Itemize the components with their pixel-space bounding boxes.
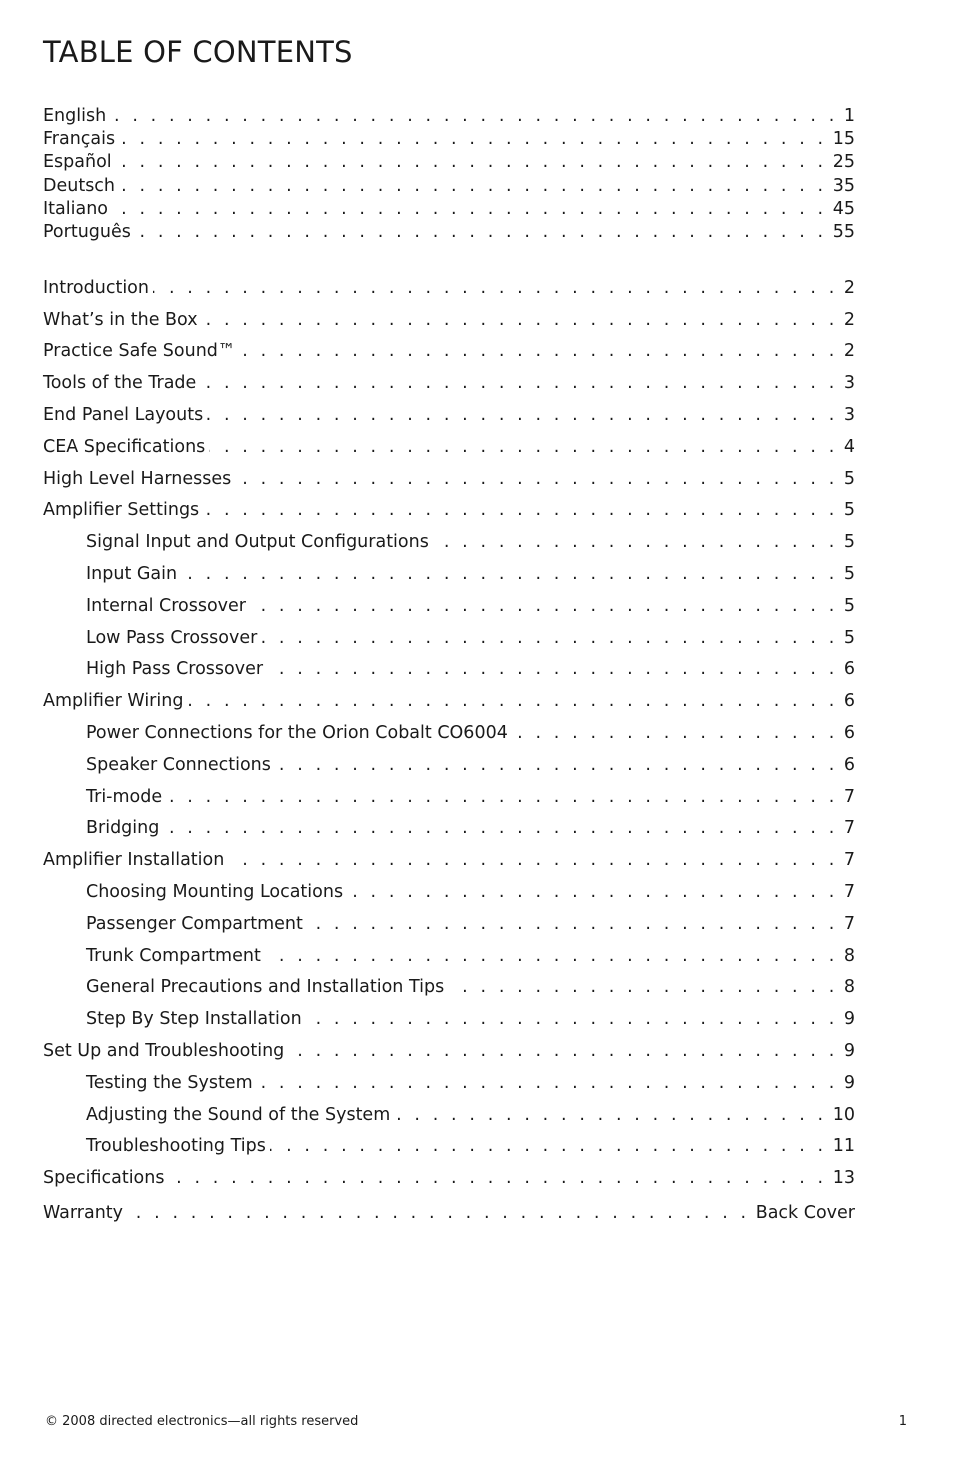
toc-entry-label: Internal Crossover <box>86 596 247 616</box>
toc-entry-label: Adjusting the Sound of the System <box>86 1105 391 1125</box>
toc-subentry[interactable] <box>43 754 855 776</box>
toc-entry-label: Speaker Connections <box>86 755 271 775</box>
toc-entry-label: Testing the System <box>86 1073 253 1093</box>
toc-entry-label: CEA Specifications <box>43 437 206 457</box>
dot-leader <box>127 1202 750 1224</box>
toc-entry[interactable] <box>43 309 855 331</box>
dot-leader <box>163 817 838 839</box>
toc-entry-label: Power Connections for the Orion Cobalt CO6004 <box>86 723 508 743</box>
toc-subentry[interactable] <box>43 817 855 839</box>
dot-leader <box>448 976 838 998</box>
language-index <box>43 105 855 247</box>
dot-leader <box>112 198 827 220</box>
toc-entry-label: Introduction <box>43 278 149 298</box>
toc-subentry[interactable] <box>43 881 855 903</box>
toc-entry-label: Amplifier Installation <box>43 850 225 870</box>
toc-subentry[interactable] <box>43 1008 855 1030</box>
toc-entry-label: Tri-mode <box>86 787 163 807</box>
dot-leader <box>119 175 827 197</box>
toc-entry[interactable] <box>43 499 855 521</box>
toc-entry-page: 3 <box>843 405 855 425</box>
toc-subentry[interactable] <box>43 1104 855 1126</box>
toc-entry-label: Step By Step Installation <box>86 1009 302 1029</box>
dot-leader <box>168 1167 826 1189</box>
toc-entry-espanol[interactable] <box>43 151 855 173</box>
toc-entry-page: 7 <box>843 850 855 870</box>
toc-entry-page: 25 <box>832 152 855 172</box>
toc-entry-page: 2 <box>843 310 855 330</box>
dot-leader <box>116 151 827 173</box>
dot-leader <box>166 786 838 808</box>
toc-entry-page: 45 <box>832 199 855 219</box>
toc-entry-label: Input Gain <box>86 564 178 584</box>
dot-leader <box>394 1104 826 1126</box>
dot-leader <box>270 1135 827 1157</box>
toc-entry[interactable] <box>43 690 855 712</box>
footer-copyright: © 2008 directed electronics—all rights reserved <box>45 1414 359 1429</box>
toc-entry-label: Amplifier Settings <box>43 500 200 520</box>
toc-entry-page: 6 <box>843 723 855 743</box>
toc-entry-page: 4 <box>843 437 855 457</box>
toc-entry[interactable] <box>43 1167 855 1189</box>
dot-leader <box>209 436 838 458</box>
dot-leader <box>200 372 838 394</box>
toc-entry-label: Troubleshooting Tips <box>86 1136 266 1156</box>
toc-entry-label: Español <box>43 152 112 172</box>
toc-entry-label: Deutsch <box>43 176 116 196</box>
toc-entry-page: Back Cover <box>755 1203 855 1223</box>
toc-entry-italiano[interactable] <box>43 198 855 220</box>
toc-entry-label: Trunk Compartment <box>86 946 261 966</box>
dot-leader <box>265 945 838 967</box>
toc-entry-page: 5 <box>843 532 855 552</box>
toc-entry[interactable] <box>43 340 855 362</box>
toc-entry-label: Signal Input and Output Configurations <box>86 532 429 552</box>
dot-leader <box>203 499 838 521</box>
dot-leader <box>119 128 827 150</box>
toc-entry-page: 6 <box>843 659 855 679</box>
toc-entry-page: 9 <box>843 1041 855 1061</box>
dot-leader <box>307 913 838 935</box>
toc-subentry[interactable] <box>43 658 855 680</box>
toc-entry-page: 9 <box>843 1073 855 1093</box>
footer-page-number: 1 <box>898 1414 907 1429</box>
toc-entry[interactable] <box>43 1202 855 1224</box>
toc-entry[interactable] <box>43 277 855 299</box>
toc-entry-page: 1 <box>843 106 855 126</box>
toc-entry-deutsch[interactable] <box>43 175 855 197</box>
toc-entry-page: 35 <box>832 176 855 196</box>
toc-entry-label: End Panel Layouts <box>43 405 204 425</box>
toc-subentry[interactable] <box>43 945 855 967</box>
dot-leader <box>512 722 838 744</box>
toc-entry-label: Warranty <box>43 1203 124 1223</box>
toc-entry-page: 13 <box>832 1168 855 1188</box>
toc-entry-label: Français <box>43 129 116 149</box>
toc-entry-label: Set Up and Troubleshooting <box>43 1041 285 1061</box>
toc-entry-label: Bridging <box>86 818 160 838</box>
toc-entry-label: Low Pass Crossover <box>86 628 258 648</box>
toc-subentry[interactable] <box>43 563 855 585</box>
toc-entry-page: 5 <box>843 628 855 648</box>
toc-entry-page: 6 <box>843 691 855 711</box>
dot-leader <box>239 340 837 362</box>
toc-entry-page: 8 <box>843 977 855 997</box>
toc-entry-label: High Level Harnesses <box>43 469 232 489</box>
dot-leader <box>288 1040 838 1062</box>
page-title: TABLE OF CONTENTS <box>43 35 353 69</box>
toc-entry-label: Italiano <box>43 199 108 219</box>
toc-entry-page: 6 <box>843 755 855 775</box>
toc-entry-label: Specifications <box>43 1168 165 1188</box>
toc-entry[interactable] <box>43 1040 855 1062</box>
toc-entry-page: 3 <box>843 373 855 393</box>
toc-entry[interactable] <box>43 468 855 490</box>
toc-entry-page: 7 <box>843 787 855 807</box>
toc-entry-page: 5 <box>843 500 855 520</box>
toc-entry-english[interactable] <box>43 105 855 127</box>
toc-entry-label: General Precautions and Installation Tips <box>86 977 445 997</box>
toc-entry-page: 2 <box>843 278 855 298</box>
toc-entry-page: 5 <box>843 469 855 489</box>
dot-leader <box>110 105 838 127</box>
toc-entry-label: Choosing Mounting Locations <box>86 882 344 902</box>
dot-leader <box>187 690 837 712</box>
dot-leader <box>135 221 827 243</box>
toc-entry-page: 7 <box>843 914 855 934</box>
toc-entry-label: Practice Safe Sound™ <box>43 341 236 361</box>
toc-entry-label: Português <box>43 222 131 242</box>
toc-subentry[interactable] <box>43 627 855 649</box>
toc-entry-page: 7 <box>843 818 855 838</box>
dot-leader <box>181 563 838 585</box>
toc-entry-label: High Pass Crossover <box>86 659 264 679</box>
toc-entry[interactable] <box>43 404 855 426</box>
toc-entry-page: 5 <box>843 596 855 616</box>
toc-entry-page: 55 <box>832 222 855 242</box>
toc-entry-page: 7 <box>843 882 855 902</box>
toc-entry-page: 2 <box>843 341 855 361</box>
toc-entry[interactable] <box>43 849 855 871</box>
toc-subentry[interactable] <box>43 595 855 617</box>
toc-entry-page: 8 <box>843 946 855 966</box>
dot-leader <box>153 277 838 299</box>
section-index <box>43 277 855 1227</box>
toc-entry[interactable] <box>43 436 855 458</box>
dot-leader <box>207 404 838 426</box>
toc-entry-portugues[interactable] <box>43 221 855 243</box>
toc-subentry[interactable] <box>43 976 855 998</box>
toc-subentry[interactable] <box>43 1072 855 1094</box>
dot-leader <box>275 754 838 776</box>
toc-entry[interactable] <box>43 372 855 394</box>
toc-subentry[interactable] <box>43 1135 855 1157</box>
dot-leader <box>306 1008 838 1030</box>
toc-entry-francais[interactable] <box>43 128 855 150</box>
dot-leader <box>250 595 838 617</box>
toc-subentry[interactable] <box>43 786 855 808</box>
toc-entry-page: 15 <box>832 129 855 149</box>
toc-entry-page: 5 <box>843 564 855 584</box>
toc-entry-label: Tools of the Trade <box>43 373 197 393</box>
dot-leader <box>228 849 838 871</box>
dot-leader <box>235 468 838 490</box>
toc-entry-label: Amplifier Wiring <box>43 691 184 711</box>
toc-subentry[interactable] <box>43 913 855 935</box>
toc-entry-page: 11 <box>832 1136 855 1156</box>
dot-leader <box>202 309 838 331</box>
toc-entry-label: Passenger Compartment <box>86 914 303 934</box>
toc-entry-page: 10 <box>832 1105 855 1125</box>
toc-entry-label: What’s in the Box <box>43 310 198 330</box>
dot-leader <box>347 881 838 903</box>
toc-subentry[interactable] <box>43 722 855 744</box>
toc-entry-label: English <box>43 106 107 126</box>
toc-subentry[interactable] <box>43 531 855 553</box>
dot-leader <box>257 1072 838 1094</box>
dot-leader <box>433 531 838 553</box>
dot-leader <box>267 658 838 680</box>
dot-leader <box>261 627 838 649</box>
toc-entry-page: 9 <box>843 1009 855 1029</box>
